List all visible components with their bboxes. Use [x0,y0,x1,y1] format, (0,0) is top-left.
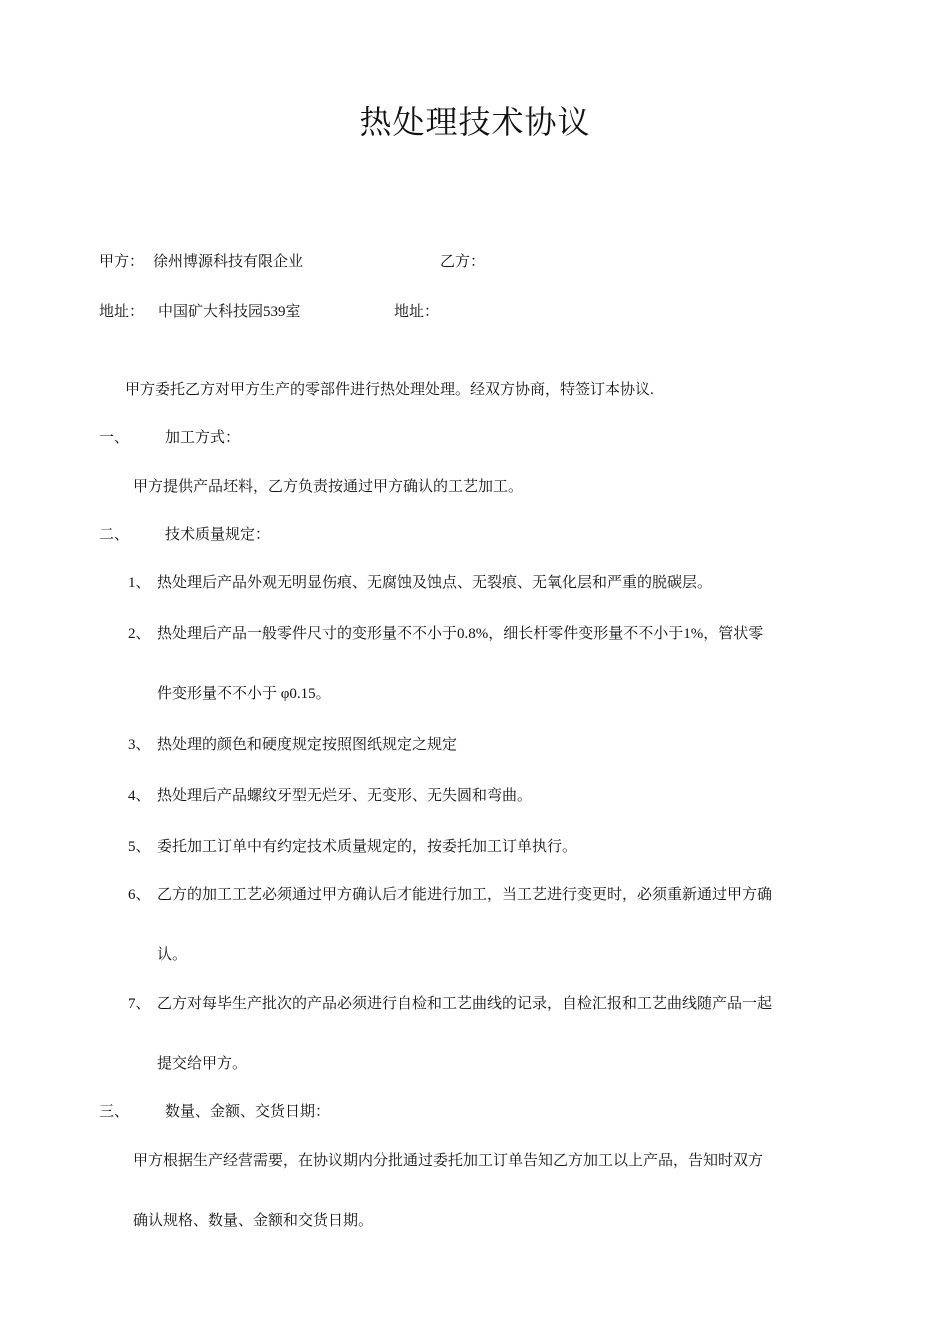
item-text: 热处理后产品螺纹牙型无烂牙、无变形、无失圆和弯曲。 [157,788,533,804]
item-number: 6、 [128,887,151,903]
item-text: 热处理后产品外观无明显伤痕、无腐蚀及蚀点、无裂痕、无氧化层和严重的脱碳层。 [157,575,713,591]
item-number: 5、 [128,839,151,855]
section-1-heading: 加工方式： [165,430,241,446]
item-text-continued: 提交给甲方。 [157,1056,248,1072]
item-number: 3、 [128,737,151,753]
section-1-number: 一、 [99,430,130,446]
document-title: 热处理技术协议 [359,104,591,140]
item-text: 热处理后产品一般零件尺寸的变形量不不小于0.8%，细长杆零件变形量不不小于1%，管状零 [157,626,764,642]
item-text: 热处理的颜色和硬度规定按照图纸规定之规定 [157,737,458,753]
item-number: 2、 [128,626,151,642]
item-number: 4、 [128,788,151,804]
party-a-label: 甲方： [99,254,145,270]
party-a-value: 徐州博源科技有限企业 [153,254,304,270]
section-2-number: 二、 [99,527,130,543]
section-3-body-continued: 确认规格、数量、金额和交货日期。 [133,1213,374,1229]
section-3-heading: 数量、金额、交货日期： [165,1104,331,1120]
item-number: 1、 [128,575,151,591]
section-3-number: 三、 [99,1104,130,1120]
item-text: 乙方的加工工艺必须通过甲方确认后才能进行加工，当工艺进行变更时，必须重新通过甲方确 [157,887,773,903]
section-2-heading: 技术质量规定： [165,527,271,543]
item-number: 7、 [128,996,151,1012]
section-3-body: 甲方根据生产经营需要，在协议期内分批通过委托加工订单告知乙方加工以上产品，告知时双方 [133,1153,764,1169]
address-a-value: 中国矿大科技园539室 [158,304,301,320]
address-a-label: 地址： [99,304,145,320]
section-1-body: 甲方提供产品坯料，乙方负责按通过甲方确认的工艺加工。 [133,479,524,495]
item-text-continued: 件变形量不不小于 φ0.15。 [157,686,331,702]
item-text-continued: 认。 [157,947,188,963]
item-text: 乙方对每毕生产批次的产品必须进行自检和工艺曲线的记录，自检汇报和工艺曲线随产品一起 [157,996,773,1012]
party-b-label: 乙方： [440,254,486,270]
address-b-label: 地址： [394,304,440,320]
intro-paragraph: 甲方委托乙方对甲方生产的零部件进行热处理处理。经双方协商，特签订本协议. [125,382,654,398]
item-text: 委托加工订单中有约定技术质量规定的，按委托加工订单执行。 [157,839,578,855]
